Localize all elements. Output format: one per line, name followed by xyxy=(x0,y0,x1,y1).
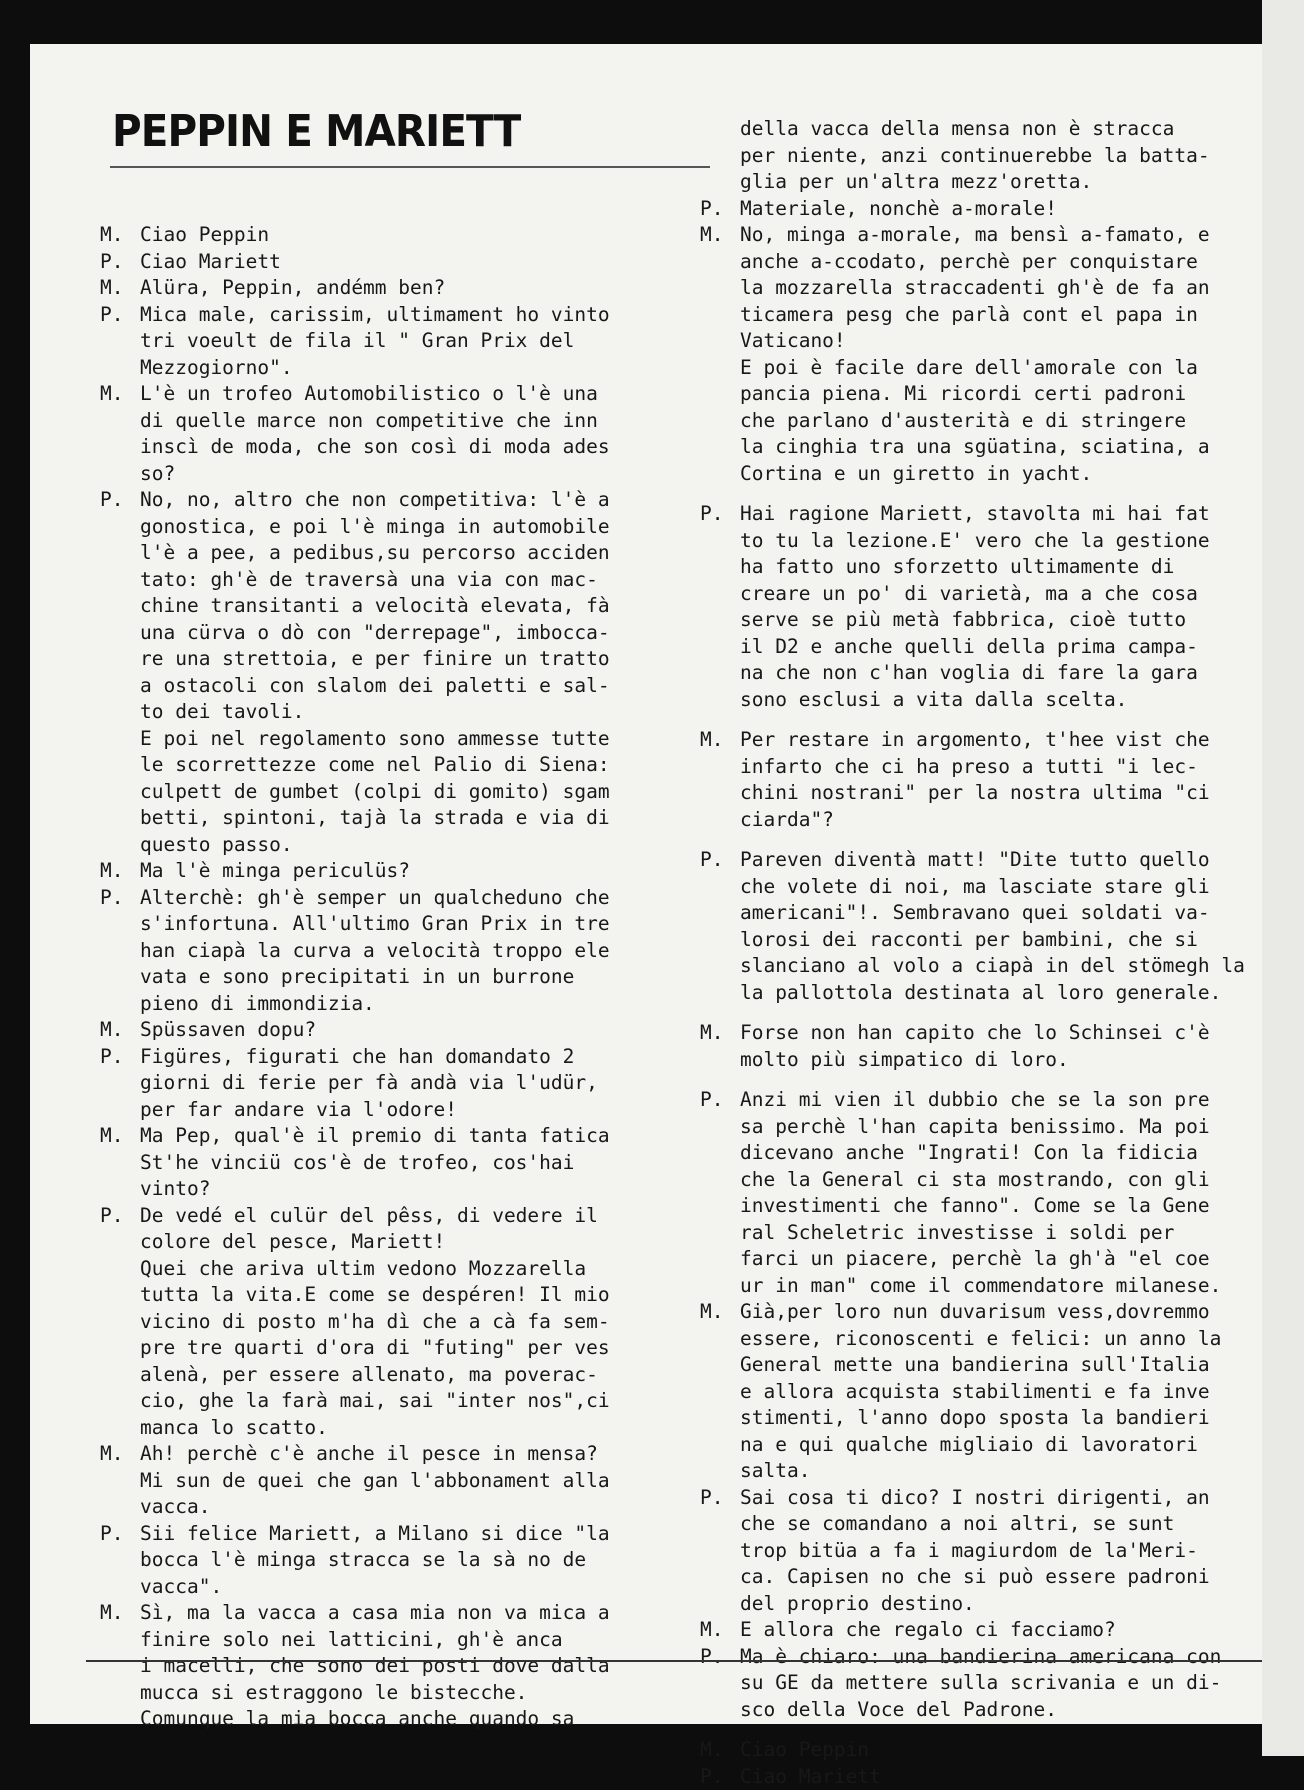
dialogue-column-right xyxy=(700,116,1280,1790)
speaker-label: P. xyxy=(100,885,140,912)
speaker-label: P. xyxy=(700,196,740,223)
speaker-label: M. xyxy=(700,1737,740,1764)
speaker-label: M. xyxy=(700,222,740,249)
speaker-label: P. xyxy=(700,1087,740,1114)
dialogue-entry xyxy=(700,727,1280,833)
dialogue-entry xyxy=(100,302,700,382)
dialogue-entry xyxy=(700,847,1280,1006)
dialogue-entry xyxy=(100,1044,700,1124)
speaker-label: M. xyxy=(100,1123,140,1150)
dialogue-entry xyxy=(700,1617,1280,1644)
dialogue-text: Materiale, nonchè a-morale! xyxy=(740,196,1280,223)
dialogue-entry xyxy=(700,1020,1280,1073)
speaker-label: P. xyxy=(700,847,740,874)
dialogue-text: No, no, altro che non competitiva: l'è a gonostica, e poi l'è minga in automobile l'è a pee, a pedibus,su percorso acciden tato: gh'è de traversà una via con mac- chine transitanti a velocità elevata, fà una cürva o dò con "derrepage", imbocca- re una strettoia, e per finire un tratto a ostacoli con slalom dei paletti e sal- to dei tavoli. E poi nel regolamento sono ammesse tutte le scorrettezze come nel Palio di Siena: culpett de gumbet (colpi di gomito) sgam betti, spintoni, tajà la strada e via di questo passo. xyxy=(140,487,700,858)
dialogue-entry xyxy=(100,249,700,276)
dialogue-text: Alterchè: gh'è semper un qualcheduno che s'infortuna. All'ultimo Gran Prix in tre han ciapà la curva a velocità troppo ele vata e sono precipitati in un burrone pieno di immondizia. xyxy=(140,885,700,1018)
dialogue-text: Ma l'è minga periculüs? xyxy=(140,858,700,885)
dialogue-text: Per restare in argomento, t'hee vist che infarto che ci ha preso a tutti "i lec- chini nostrani" per la nostra ultima "ci ciarda"? xyxy=(740,727,1280,833)
speaker-label: M. xyxy=(100,275,140,302)
dialogue-text: Sai cosa ti dico? I nostri dirigenti, an che se comandano a noi altri, se sunt trop bitüa a fa i magiurdom de la'Meri- ca. Capisen no che si può essere padroni del proprio destino. xyxy=(740,1485,1280,1618)
speaker-label: M. xyxy=(100,1600,140,1627)
dialogue-entry xyxy=(700,1737,1280,1764)
dialogue-entry xyxy=(700,116,1280,196)
speaker-label: M. xyxy=(100,858,140,885)
dialogue-entry xyxy=(100,381,700,487)
speaker-label: M. xyxy=(100,1017,140,1044)
dialogue-entry xyxy=(700,222,1280,487)
dialogue-text: Ciao Mariett xyxy=(740,1764,1280,1790)
speaker-label: P. xyxy=(700,501,740,528)
speaker-label: P. xyxy=(700,1764,740,1790)
dialogue-text: Ciao Peppin xyxy=(140,222,700,249)
speaker-label: P. xyxy=(700,1644,740,1671)
dialogue-text: Mica male, carissim, ultimament ho vinto tri voeult de fila il " Gran Prix del Mezzogiorno". xyxy=(140,302,700,382)
speaker-label: P. xyxy=(100,1044,140,1071)
dialogue-text: della vacca della mensa non è stracca per niente, anzi continuerebbe la batta- glia per un'altra mezz'oretta. xyxy=(740,116,1280,196)
dialogue-entry xyxy=(100,222,700,249)
dialogue-text: No, minga a-morale, ma bensì a-famato, e anche a-ccodato, perchè per conquistare la mozzarella straccadenti gh'è de fa an ticamera pesg che parlà cont el papa in Vaticano! E poi è facile dare dell'amorale con la pancia piena. Mi ricordi certi padroni che parlano d'austerità e di stringere la cinghia tra una sgüatina, sciatina, a Cortina e un giretto in yacht. xyxy=(740,222,1280,487)
dialogue-entry xyxy=(100,1441,700,1521)
dialogue-entry xyxy=(700,1764,1280,1790)
speaker-label: P. xyxy=(100,1203,140,1230)
speaker-label: M. xyxy=(100,381,140,408)
dialogue-entry xyxy=(100,1017,700,1044)
dialogue-entry xyxy=(100,1521,700,1601)
dialogue-text: Spüssaven dopu? xyxy=(140,1017,700,1044)
speaker-label: M. xyxy=(700,1299,740,1326)
dialogue-text: Figüres, figurati che han domandato 2 giorni di ferie per fà andà via l'udür, per far andare via l'odore! xyxy=(140,1044,700,1124)
dialogue-entry xyxy=(700,501,1280,713)
dialogue-text: Anzi mi vien il dubbio che se la son pre sa perchè l'han capita benissimo. Ma poi dicevano anche "Ingrati! Con la fidicia che la General ci sta mostrando, con gli investimenti che fanno". Come se la Gene ral Scheletric investisse i soldi per farci un piacere, perchè la gh'à "el coe ur in man" come il commendatore milanese. xyxy=(740,1087,1280,1299)
speaker-label: P. xyxy=(100,487,140,514)
dialogue-text: Forse non han capito che lo Schinsei c'è molto più simpatico di loro. xyxy=(740,1020,1280,1073)
bottom-rule xyxy=(86,1660,1266,1662)
dialogue-text: Alüra, Peppin, andémm ben? xyxy=(140,275,700,302)
dialogue-entry xyxy=(100,1203,700,1442)
speaker-label: P. xyxy=(700,1485,740,1512)
adjacent-page-edge xyxy=(1262,0,1304,1756)
dialogue-text: Già,per loro nun duvarisum vess,dovremmo essere, riconoscenti e felici: un anno la General mette una bandierina sull'Italia e allora acquista stabilimenti e fa inve stimenti, l'anno dopo sposta la bandieri na e qui qualche migliaio di lavoratori salta. xyxy=(740,1299,1280,1485)
dialogue-text: Pareven diventà matt! "Dite tutto quello che volete di noi, ma lasciate stare gli americani"!. Sembravano quei soldati va- lorosi dei racconti per bambini, che si slanciano al volo a ciapà in del stömegh la la pallottola destinata al loro generale. xyxy=(740,847,1280,1006)
magazine-page xyxy=(30,44,1270,1724)
dialogue-text: Hai ragione Mariett, stavolta mi hai fat to tu la lezione.E' vero che la gestione ha fatto uno sforzetto ultimamente di creare un po' di varietà, ma a che cosa serve se più metà fabbrica, cioè tutto il D2 e anche quelli della prima campa- na che non c'han voglia di fare la gara sono esclusi a vita dalla scelta. xyxy=(740,501,1280,713)
dialogue-entry xyxy=(700,1299,1280,1485)
speaker-label: M. xyxy=(700,1617,740,1644)
speaker-label: M. xyxy=(100,222,140,249)
speaker-label: P. xyxy=(100,1521,140,1548)
dialogue-text: Ma è chiaro: una bandierina americana con su GE da mettere sulla scrivania e un di- sco della Voce del Padrone. xyxy=(740,1644,1280,1724)
dialogue-column-left xyxy=(100,222,700,1733)
dialogue-text: E allora che regalo ci facciamo? xyxy=(740,1617,1280,1644)
dialogue-entry xyxy=(100,487,700,858)
dialogue-text: Sì, ma la vacca a casa mia non va mica a finire solo nei latticini, gh'è anca i macelli, che sono dei posti dove dalla mucca si estraggono le bistecche. Comunque la mia bocca anche quando sa xyxy=(140,1600,700,1733)
speaker-label: M. xyxy=(100,1441,140,1468)
dialogue-text: Sii felice Mariett, a Milano si dice "la bocca l'è minga stracca se la sà no de vacca". xyxy=(140,1521,700,1601)
speaker-label: M. xyxy=(700,727,740,754)
dialogue-entry xyxy=(700,1644,1280,1724)
dialogue-text: Ah! perchè c'è anche il pesce in mensa? Mi sun de quei che gan l'abbonament alla vacca. xyxy=(140,1441,700,1521)
speaker-label: M. xyxy=(700,1020,740,1047)
dialogue-entry xyxy=(100,885,700,1018)
dialogue-entry xyxy=(100,275,700,302)
dialogue-entry xyxy=(100,858,700,885)
page-title: PEPPIN E MARIETT xyxy=(112,106,520,157)
dialogue-entry xyxy=(100,1123,700,1203)
speaker-label: P. xyxy=(100,302,140,329)
dialogue-text: Ma Pep, qual'è il premio di tanta fatica St'he vinciü cos'è de trofeo, cos'hai vinto? xyxy=(140,1123,700,1203)
dialogue-text: Ciao Peppin xyxy=(740,1737,1280,1764)
dialogue-entry xyxy=(700,1087,1280,1299)
dialogue-entry xyxy=(700,196,1280,223)
dialogue-text: Ciao Mariett xyxy=(140,249,700,276)
title-rule xyxy=(110,166,710,168)
speaker-label: P. xyxy=(100,249,140,276)
dialogue-entry xyxy=(100,1600,700,1733)
dialogue-entry xyxy=(700,1485,1280,1618)
dialogue-text: L'è un trofeo Automobilistico o l'è una di quelle marce non competitive che inn inscì de moda, che son così di moda ades so? xyxy=(140,381,700,487)
dialogue-text: De vedé el culür del pêss, di vedere il colore del pesce, Mariett! Quei che ariva ultim vedono Mozzarella tutta la vita.E come se despéren! Il mio vicino di posto m'ha dì che a cà fa sem- pre tre quarti d'ora di "futing" per ves alenà, per essere allenato, ma poverac- cio, ghe la farà mai, sai "inter nos",ci manca lo scatto. xyxy=(140,1203,700,1442)
